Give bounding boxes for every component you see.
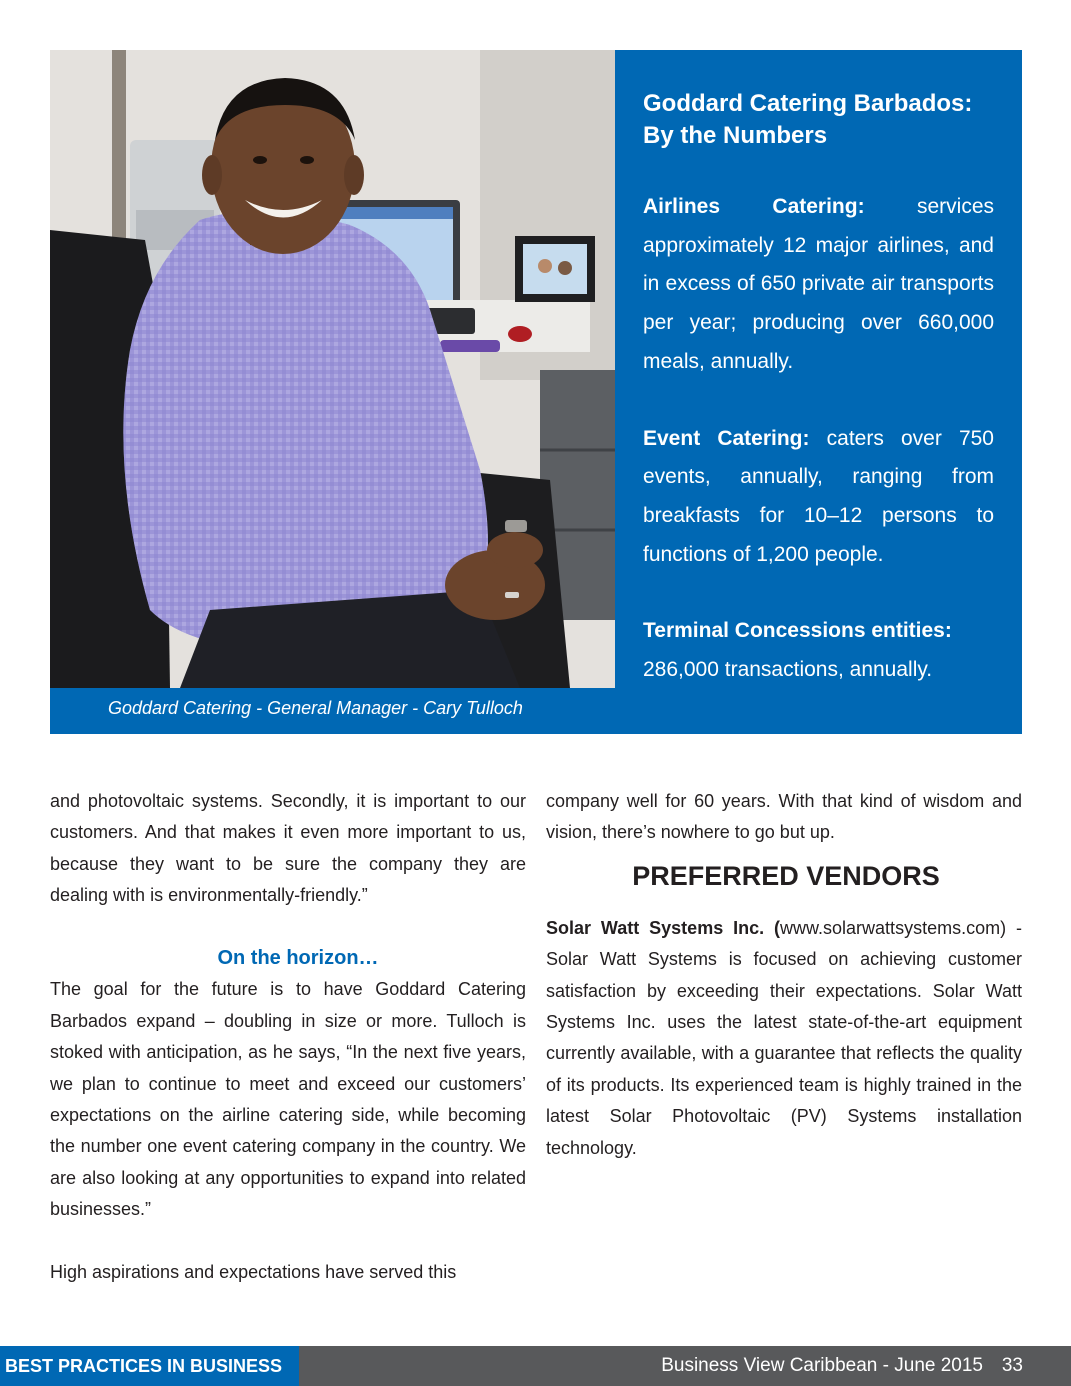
item-text: services approximately 12 major airlines, and in excess of 650 private air transports per year; producing over 660,000 meals, annually. [643, 195, 994, 373]
by-the-numbers-box [615, 50, 1022, 734]
photo-caption: Goddard Catering - General Manager - Cary Tulloch [108, 698, 523, 718]
left-column [50, 786, 526, 1288]
item-lead: Event Catering: [643, 426, 810, 450]
event-catering-item [643, 420, 994, 575]
footer-section-label: BEST PRACTICES IN BUSINESS [0, 1346, 299, 1386]
photo-caption-bar [50, 688, 615, 734]
right-para-1: company well for 60 years. With that kind of wisdom and vision, there’s nowhere to go but up. [546, 791, 1022, 843]
item-text: 286,000 transactions, annually. [643, 658, 933, 682]
photo-illustration [50, 50, 615, 688]
vendor-entry [546, 913, 1022, 1164]
left-para-3: High aspirations and expectations have served this [50, 1262, 457, 1283]
page-number: 33 [1001, 1355, 1023, 1376]
item-text: caters over 750 events, annually, ranging from breakfasts for 10–12 persons to functions of 1,200 people. [643, 426, 994, 566]
item-lead: Terminal Concessions entities: [643, 619, 952, 643]
vendor-description: www.solarwattsystems.com) - Solar Watt Systems is focused on achieving customer satisfaction by exceeding their expectations. Solar Watt Systems Inc. uses the latest state-of-the-art equipment currently available, with a guarantee that reflects the quality of its products. Its experienced team is highly trained in the latest Solar Photovoltaic (PV) Systems installation technology. [546, 917, 1022, 1158]
footer-publication: Business View Caribbean - June 2015 [661, 1355, 983, 1376]
preferred-vendors-heading: PREFERRED VENDORS [632, 860, 940, 891]
right-column [546, 786, 1022, 1164]
vendor-name: Solar Watt Systems Inc. ( [546, 917, 781, 938]
left-para-1: and photovoltaic systems. Secondly, it is important to our customers. And that makes it even more important to us, because they want to be sure the company they are dealing with is environmentally-friendly.” [50, 791, 526, 906]
airlines-catering-item [643, 188, 994, 382]
numbers-title: Goddard Catering Barbados: By the Numbers [643, 90, 973, 149]
terminal-concessions-item [643, 612, 994, 689]
item-lead: Airlines Catering: [643, 195, 865, 218]
horizon-heading: On the horizon… [217, 947, 379, 970]
left-para-2: The goal for the future is to have Goddard Catering Barbados expand – doubling in size or more. Tulloch is stoked with anticipation, as he says, “In the next five years, we plan to continue to meet and exceed our customers’ expectations on the airline catering side, while becoming the number one event catering company in the country. We are also looking at any opportunities to expand into related businesses.” [50, 979, 526, 1220]
manager-photo [50, 50, 615, 688]
